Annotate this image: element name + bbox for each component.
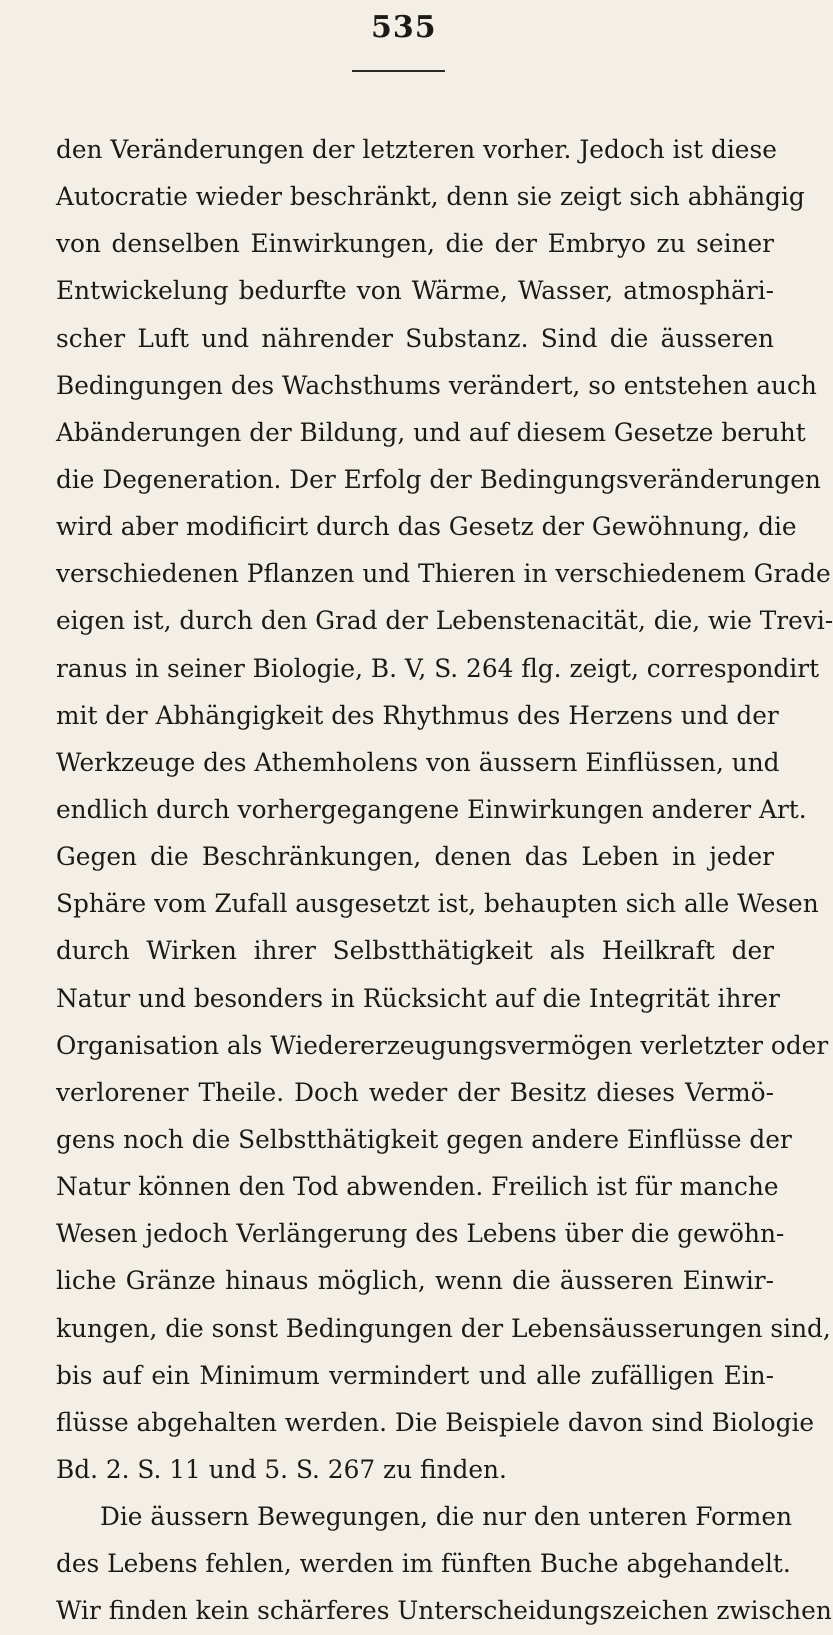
text-line: Sphäre vom Zufall ausgesetzt ist, behaupten sich alle Wesen [56,889,819,919]
text-line: wird aber modificirt durch das Gesetz der Gewöhnung, die [56,512,797,542]
body-text [56,126,833,1635]
text-line: die Degeneration. Der Erfolg der Bedingungsveränderungen [56,464,821,494]
text-line: des Lebens fehlen, werden im fünften Buche abgehandelt. [56,1549,791,1579]
text-line: verlorener Theile. Doch weder der Besitz dieses Vermö- [56,1077,774,1107]
text-line: Natur können den Tod abwenden. Freilich ist für manche [56,1172,779,1202]
text-line: gens noch die Selbstthätigkeit gegen andere Einflüsse der [56,1124,792,1154]
text-line-paragraph-start: Die äussern Bewegungen, die nur den unteren Formen [100,1502,793,1532]
text-line: flüsse abgehalten werden. Die Beispiele davon sind Biologie [56,1407,815,1437]
text-line: Autocratie wieder beschränkt, denn sie zeigt sich abhängig [56,182,805,212]
text-line: Gegen die Beschränkungen, denen das Leben in jeder [56,842,774,872]
page-number: 535 [371,10,437,45]
text-line: mit der Abhängigkeit des Rhythmus des Herzens und der [56,700,779,730]
text-line: scher Luft und nährender Substanz. Sind die äusseren [56,323,774,353]
text-line: Bedingungen des Wachsthums verändert, so entstehen auch [56,370,817,400]
text-line: liche Gränze hinaus möglich, wenn die äusseren Einwir- [56,1266,774,1296]
text-line: Entwickelung bedurfte von Wärme, Wasser, atmosphäri- [56,276,774,306]
text-line: Wir finden kein schärferes Unterscheidungszeichen zwischen [56,1596,832,1626]
text-line: kungen, die sonst Bedingungen der Lebensäusserungen sind, [56,1313,831,1343]
text-line: endlich durch vorhergegangene Einwirkungen anderer Art. [56,794,807,824]
text-line: Natur und besonders in Rücksicht auf die Integrität ihrer [56,983,780,1013]
text-line: bis auf ein Minimum vermindert und alle zufälligen Ein- [56,1360,774,1390]
text-line-paragraph-end: Bd. 2. S. 11 und 5. S. 267 zu finden. [56,1454,507,1484]
header-rule [352,70,445,72]
text-line: eigen ist, durch den Grad der Lebenstenacität, die, wie Trevi- [56,606,833,636]
text-line: ranus in seiner Biologie, B. V, S. 264 flg. zeigt, correspondirt [56,653,820,683]
text-line: durch Wirken ihrer Selbstthätigkeit als Heilkraft der [56,936,774,966]
text-line: Abänderungen der Bildung, und auf diesem Gesetze beruht [56,417,806,447]
text-line: Wesen jedoch Verlängerung des Lebens über die gewöhn- [56,1219,785,1249]
text-line: verschiedenen Pflanzen und Thieren in verschiedenem Grade [56,559,831,589]
text-line: den Veränderungen der letzteren vorher. Jedoch ist diese [56,135,777,164]
text-line: Werkzeuge des Athemholens von äussern Einflüssen, und [56,747,780,777]
text-line: von denselben Einwirkungen, die der Embryo zu seiner [56,229,774,259]
text-line: Organisation als Wiedererzeugungsvermögen verletzter oder [56,1030,829,1060]
